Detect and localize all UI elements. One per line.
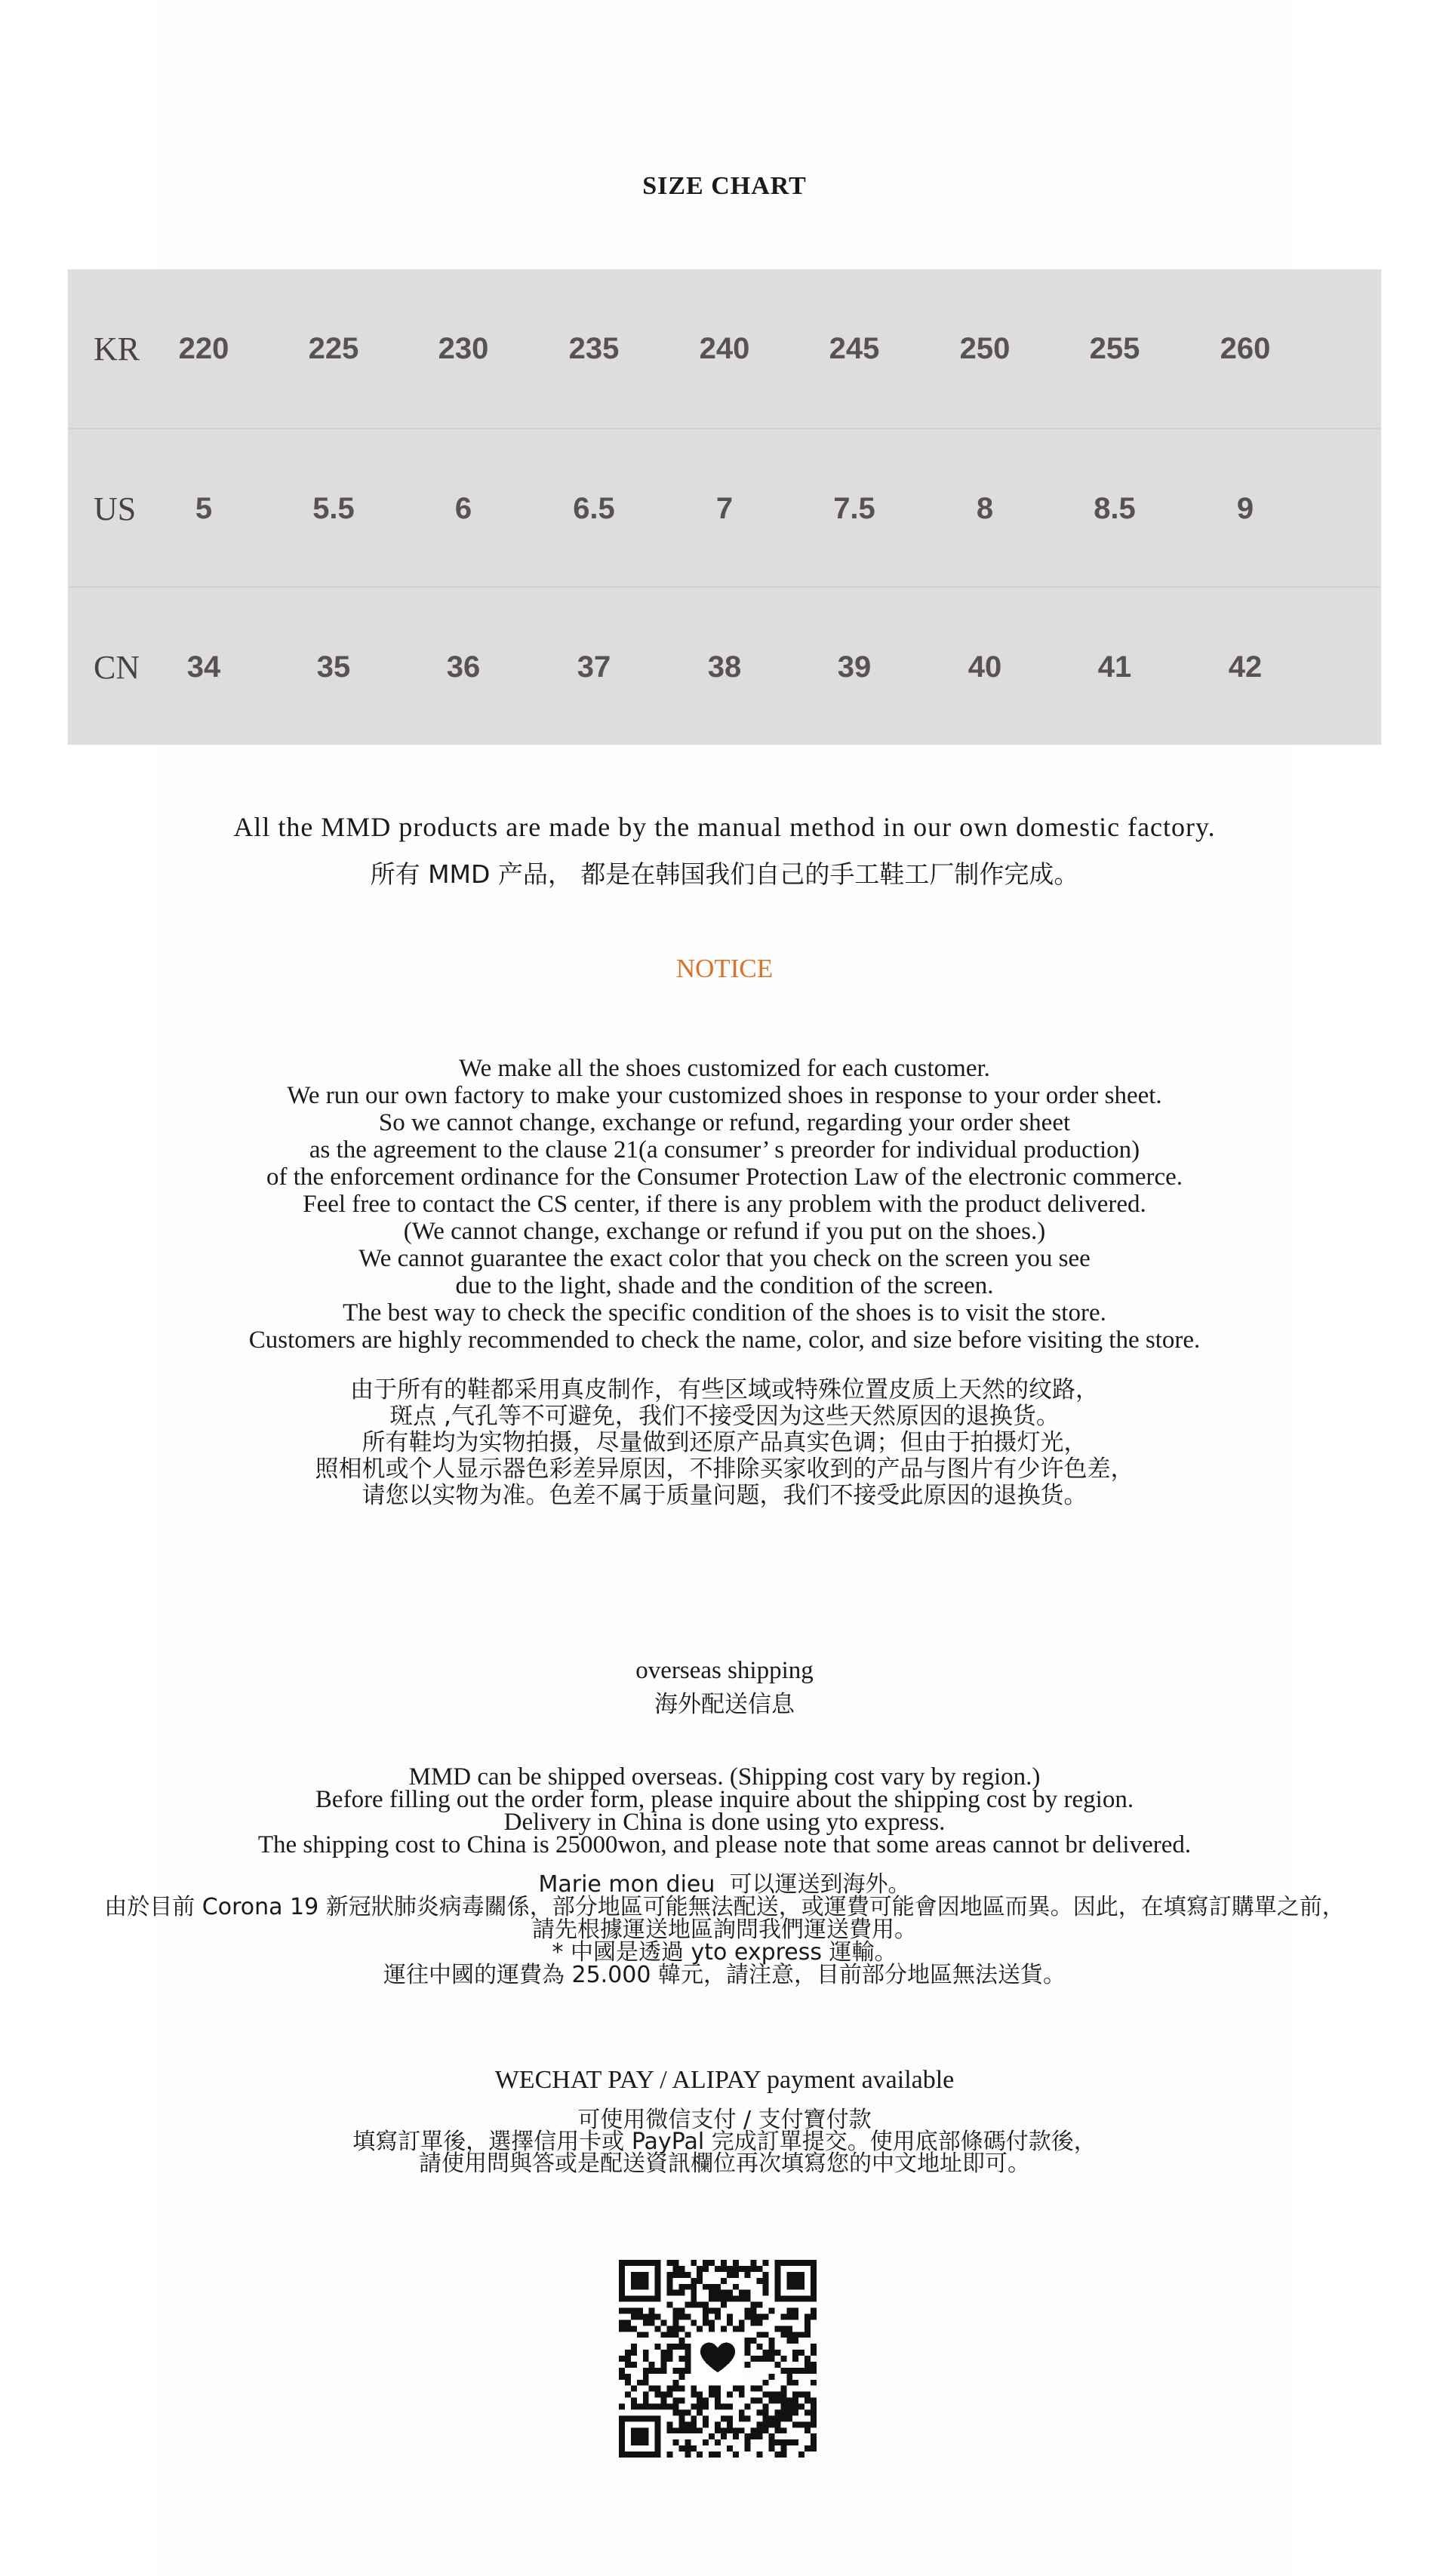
text-line: 由於目前 Corona 19 新冠狀肺炎病毒關係，部分地區可能無法配送，或運費可能會因地區而異。因此，在填寫訂購單之前， [104, 1894, 1345, 1920]
intro-english: All the MMD products are made by the manual method in our own domestic factory. [233, 812, 1216, 842]
text-line: 運往中國的運費為 25.000 韓元，請注意，目前部分地區無法送貨。 [383, 1962, 1066, 1988]
size-cell: 6 [454, 491, 472, 525]
size-row-label: US [94, 490, 137, 527]
size-cell: 42 [1228, 650, 1263, 684]
size-cell: 38 [707, 650, 742, 684]
size-row-cn [68, 586, 1381, 746]
size-cell: 245 [829, 331, 880, 365]
size-cell: 240 [699, 331, 750, 365]
size-cell: 235 [568, 331, 620, 365]
text-line: 可使用微信支付 / 支付寶付款 [577, 2107, 872, 2133]
text-line: We make all the shoes customized for each customer. [459, 1055, 990, 1082]
size-cell: 41 [1097, 650, 1132, 684]
size-cell: 7.5 [833, 491, 875, 525]
size-cell: 35 [316, 650, 351, 684]
notice-chinese-block [0, 1377, 1449, 1509]
text-line: 請先根據運送地區詢問我們運送費用。 [532, 1917, 917, 1943]
text-line: We run our own factory to make your customized shoes in response to your order sheet. [287, 1082, 1162, 1109]
shipping-chinese-block [0, 1871, 1449, 1988]
size-cell: 40 [968, 650, 1002, 684]
text-line: Marie mon dieu 可以運送到海外。 [538, 1871, 911, 1898]
text-line: Before filling out the order form, please inquire about the shipping cost by region. [315, 1786, 1134, 1813]
text-line: 照相机或个人显示器色彩差异原因，不排除买家收到的产品与图片有少许色差， [315, 1456, 1134, 1483]
payment-title: WECHAT PAY / ALIPAY payment available [494, 2066, 955, 2094]
shipping-title-english: overseas shipping [635, 1657, 814, 1684]
size-cell: 37 [577, 650, 611, 684]
text-line: of the enforcement ordinance for the Consumer Protection Law of the electronic commerce. [266, 1164, 1183, 1191]
size-row-kr [68, 269, 1381, 428]
shipping-title-chinese: 海外配送信息 [654, 1691, 795, 1718]
size-row-label: CN [94, 648, 140, 686]
size-cell: 225 [308, 331, 359, 365]
text-line: MMD can be shipped overseas. (Shipping cost vary by region.) [408, 1763, 1041, 1791]
text-line: 请您以实物为准。色差不属于质量问题，我们不接受此原因的退换货。 [361, 1482, 1088, 1509]
text-line: The best way to check the specific condition of the shoes is to visit the store. [343, 1299, 1106, 1326]
payment-chinese-block [0, 2109, 1449, 2175]
text-line: 所有鞋均为实物拍摄，尽量做到还原产品真实色调；但由于拍摄灯光， [361, 1429, 1088, 1456]
text-line: 請使用問與答或是配送資訊欄位再次填寫您的中文地址即可。 [419, 2150, 1030, 2177]
text-line: due to the light, shade and the condition of the screen. [455, 1272, 994, 1299]
size-chart-title: SIZE CHART [642, 172, 807, 200]
size-cell: 255 [1089, 331, 1140, 365]
size-cell: 9 [1236, 491, 1254, 525]
size-cell: 5 [195, 491, 213, 525]
notice-english-block [0, 1055, 1449, 1354]
size-cell: 36 [446, 650, 481, 684]
text-line: 由于所有的鞋都采用真皮制作，有些区域或特殊位置皮质上天然的纹路， [350, 1376, 1099, 1403]
text-line: as the agreement to the clause 21(a consumer’ s preorder for individual production) [309, 1136, 1140, 1164]
text-line: Customers are highly recommended to check the name, color, and size before visiting the store. [248, 1326, 1201, 1354]
text-line: * 中國是透過 yto express 運輸。 [552, 1939, 897, 1966]
intro-chinese: 所有 MMD 产品， 都是在韩国我们自己的手工鞋工厂制作完成。 [370, 859, 1079, 889]
text-line: So we cannot change, exchange or refund, regarding your order sheet [378, 1109, 1071, 1136]
size-cell: 7 [715, 491, 734, 525]
size-cell: 250 [959, 331, 1011, 365]
size-cell: 8.5 [1094, 491, 1136, 525]
notice-title: NOTICE [675, 954, 774, 983]
size-row-us [68, 428, 1381, 588]
size-cell: 220 [178, 331, 229, 365]
size-cell: 260 [1220, 331, 1271, 365]
qr-code-icon [619, 2260, 817, 2458]
text-line: Feel free to contact the CS center, if there is any problem with the product delivered. [303, 1191, 1146, 1218]
text-line: 填寫訂單後，選擇信用卡或 PayPal 完成訂單提交。使用底部條碼付款後， [352, 2129, 1097, 2155]
text-line: The shipping cost to China is 25000won, and please note that some areas cannot br delivered. [257, 1831, 1192, 1858]
text-line: We cannot guarantee the exact color that you check on the screen you see [358, 1245, 1091, 1272]
text-line: Delivery in China is done using yto express. [503, 1809, 946, 1836]
size-chart-table [68, 269, 1381, 745]
text-line: (We cannot change, exchange or refund if you put on the shoes.) [403, 1218, 1046, 1245]
size-cell: 6.5 [573, 491, 615, 525]
text-line: 斑点 ,气孔等不可避免，我们不接受因为这些天然原因的退换货。 [389, 1403, 1060, 1430]
shipping-english-block [0, 1763, 1449, 1858]
size-row-label: KR [94, 330, 140, 367]
size-cell: 5.5 [312, 491, 355, 525]
size-cell: 8 [976, 491, 994, 525]
size-cell: 230 [438, 331, 489, 365]
size-cell: 34 [186, 650, 221, 684]
size-cell: 39 [837, 650, 872, 684]
